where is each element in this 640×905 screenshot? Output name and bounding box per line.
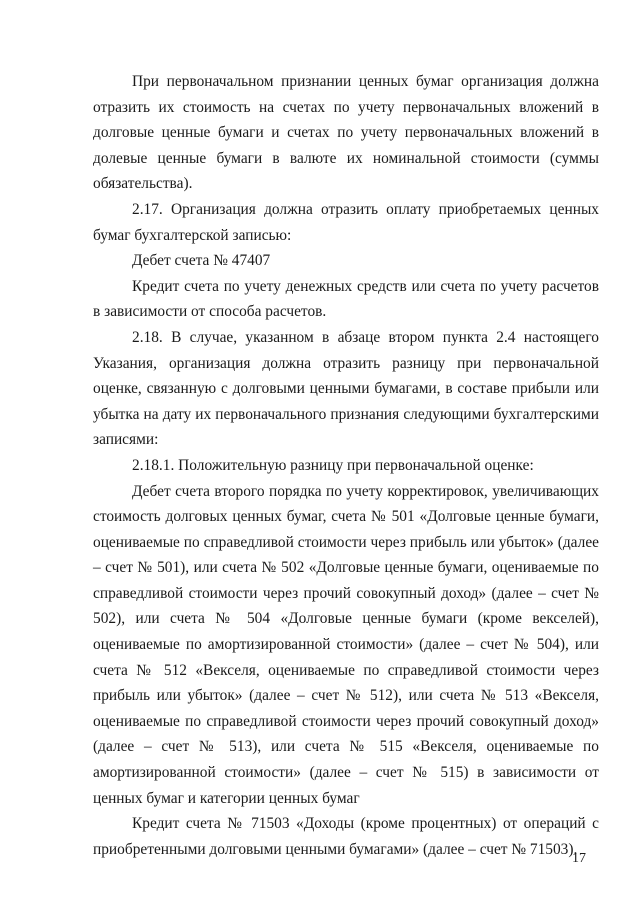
page-number: 17 (572, 851, 586, 866)
paragraph-credit-71503: Кредит счета № 71503 «Доходы (кроме процентных) от операций с приобретенными долговыми ценными бумагами» (далее – счет № 71503). (93, 815, 599, 858)
paragraph-initial-recognition: При первоначальном признании ценных бумаг организация должна отразить их стоимость на счетах по учету первоначальных вложений в долговые ценные бумаги и счетах по учету первоначальных вложений в долевые ценные бумаги в валюте их номинальной стоимости (суммы обязательства). (93, 73, 599, 193)
paragraph-credit-cash: Кредит счета по учету денежных средств или счета по учету расчетов в зависимости от способа расчетов. (93, 277, 599, 321)
paragraph-debit-second-order: Дебет счета второго порядка по учету корректировок, увеличивающих стоимость долговых ценных бумаг, счета № 501 «Долговые ценные бумаги, оцениваемые по справедливой стоимости через прибыль или убыток» (далее – счет № 501), или счета № 502 «Долговые ценные бумаги, оцениваемые по справедливой стоимости через прочий совокупный доход» (далее – счет № 502), или счета № 504 «Долговые ценные бумаги (кроме векселей), оцениваемые по амортизированной стоимости» (далее – счет № 504), или счета № 512 «Векселя, оцениваемые по справедливой стоимости через прибыль или убыток» (далее – счет № 512), или счета № 513 «Векселя, оцениваемые по справедливой стоимости через прочий совокупный доход» (далее – счет № 513), или счета № 515 «Векселя, оцениваемые по амортизированной стоимости» (далее – счет № 515) в зависимости от ценных бумаг и категории ценных бумаг (93, 482, 599, 807)
document-body (93, 69, 599, 862)
paragraph-2-18: 2.18. В случае, указанном в абзаце втором пункта 2.4 настоящего Указания, организация должна отразить разницу при первоначальной оценке, связанную с долговыми ценными бумагами, в составе прибыли или убытка на дату их первоначального признания следующими бухгалтерскими записями: (93, 328, 599, 449)
paragraph-debit-47407: Дебет счета № 47407 (132, 252, 271, 270)
paragraph-2-17: 2.17. Организация должна отразить оплату приобретаемых ценных бумаг бухгалтерской записью: (93, 200, 599, 244)
paragraph-2-18-1: 2.18.1. Положительную разницу при первоначальной оценке: (132, 456, 534, 474)
